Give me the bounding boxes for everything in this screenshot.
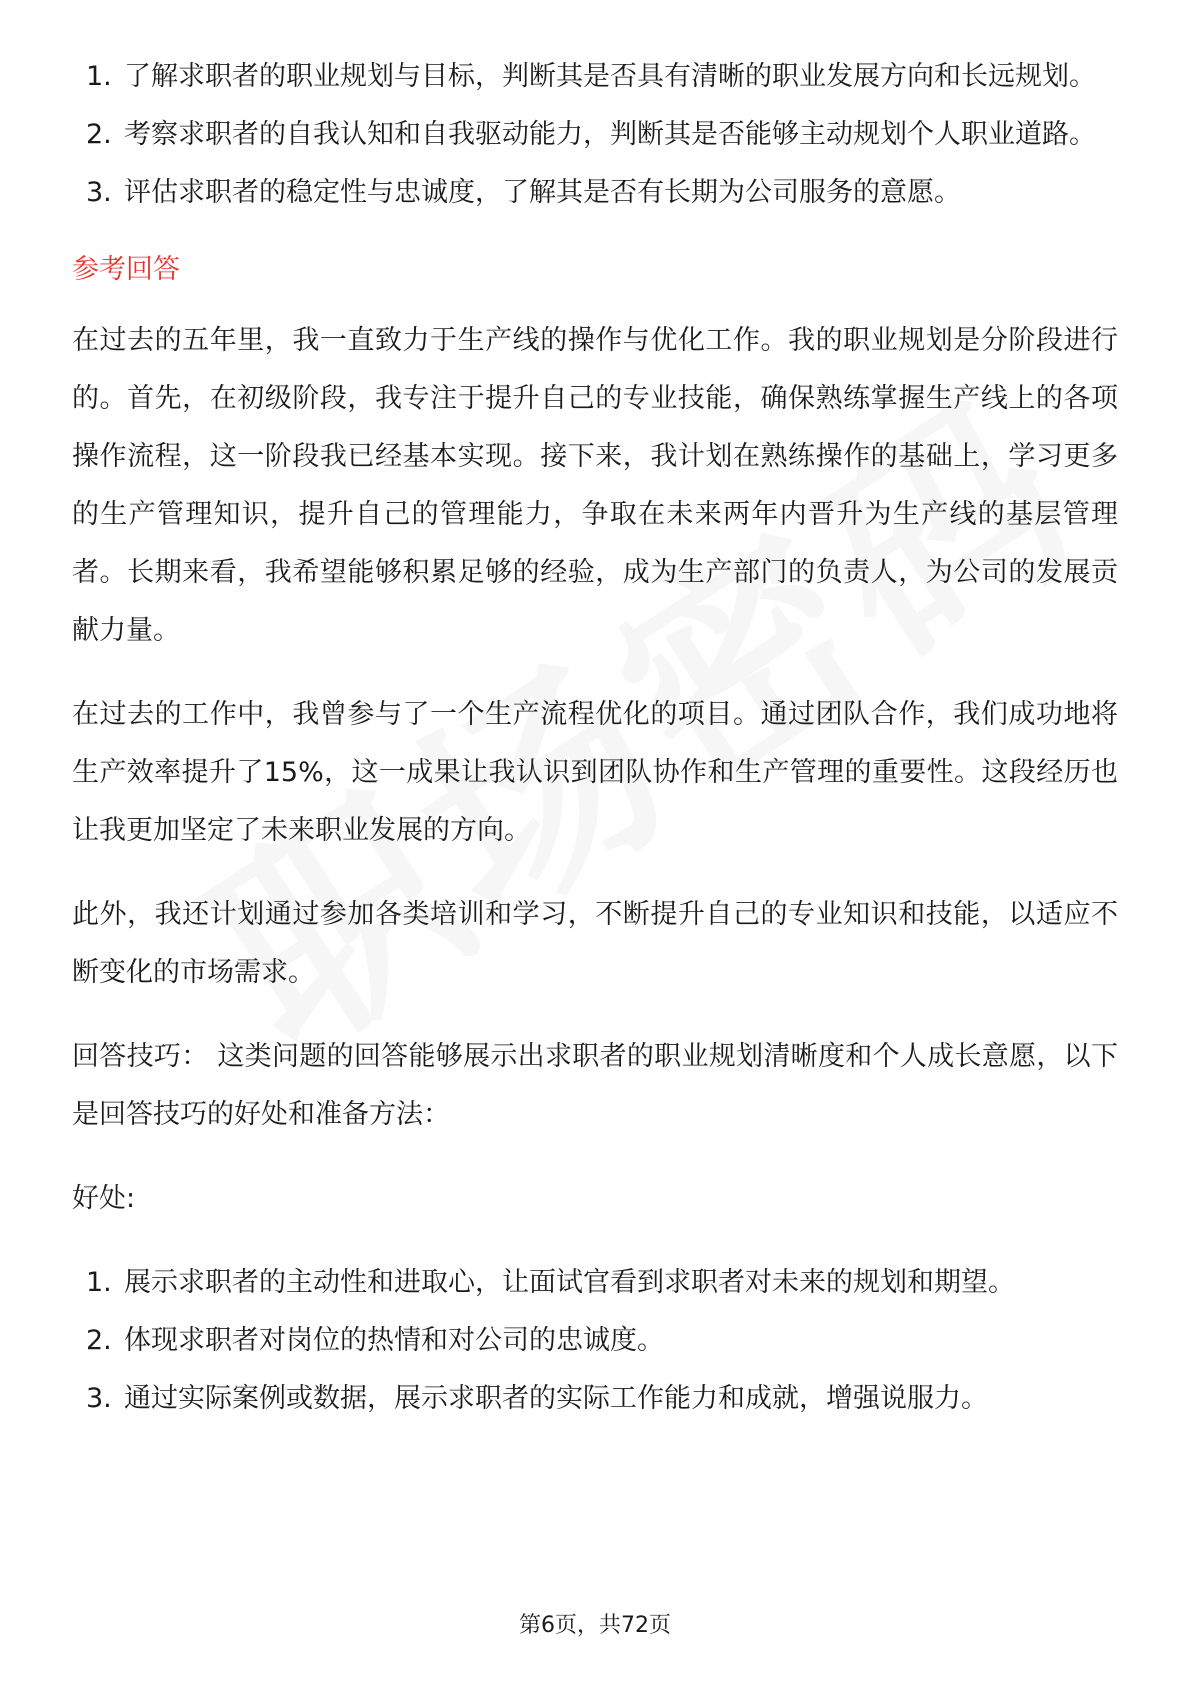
page-footer: 第6页，共72页 [519,1613,671,1638]
benefits-list [72,1254,1118,1428]
reference-answer-heading: 参考回答 [72,254,180,285]
list-item-text: 展示求职者的主动性和进取心，让面试官看到求职者对未来的规划和期望。 [124,1267,1015,1298]
list-item-number: 2. [86,1325,112,1356]
list-item [72,164,1118,222]
list-item [72,106,1118,164]
list-item-text: 评估求职者的稳定性与忠诚度，了解其是否有长期为公司服务的意愿。 [124,177,961,208]
answer-paragraph: 此外，我还计划通过参加各类培训和学习，不断提升自己的专业知识和技能，以适应不断变化的市场需求。 [72,899,1118,988]
list-item [72,1312,1118,1370]
answer-paragraph: 在过去的工作中，我曾参与了一个生产流程优化的项目。通过团队合作，我们成功地将生产效率提升了15%，这一成果让我认识到团队协作和生产管理的重要性。这段经历也让我更加坚定了未来职业发展的方向。 [72,699,1118,846]
intro-list [72,48,1118,222]
list-item-text: 体现求职者对岗位的热情和对公司的忠诚度。 [124,1325,664,1356]
list-item [72,1370,1118,1428]
list-item [72,48,1118,106]
list-item [72,1254,1118,1312]
list-item-text: 了解求职者的职业规划与目标，判断其是否具有清晰的职业发展方向和长远规划。 [124,61,1096,92]
list-item-number: 2. [86,119,112,150]
list-item-number: 3. [86,177,112,208]
list-item-number: 1. [86,61,112,92]
list-item-number: 1. [86,1267,112,1298]
benefits-heading: 好处: [72,1183,136,1214]
list-item-text: 考察求职者的自我认知和自我驱动能力，判断其是否能够主动规划个人职业道路。 [124,119,1096,150]
document-page [72,48,1118,1428]
list-item-number: 3. [86,1383,112,1414]
answer-paragraph: 在过去的五年里，我一直致力于生产线的操作与优化工作。我的职业规划是分阶段进行的。首先，在初级阶段，我专注于提升自己的专业技能，确保熟练掌握生产线上的各项操作流程，这一阶段我已经基本实现。接下来，我计划在熟练操作的基础上，学习更多的生产管理知识，提升自己的管理能力，争取在未来两年内晋升为生产线的基层管理者。长期来看，我希望能够积累足够的经验，成为生产部门的负责人，为公司的发展贡献力量。 [72,325,1118,646]
answer-tips-paragraph: 回答技巧： 这类问题的回答能够展示出求职者的职业规划清晰度和个人成长意愿，以下是回答技巧的好处和准备方法： [72,1041,1118,1130]
list-item-text: 通过实际案例或数据，展示求职者的实际工作能力和成就，增强说服力。 [124,1383,988,1414]
